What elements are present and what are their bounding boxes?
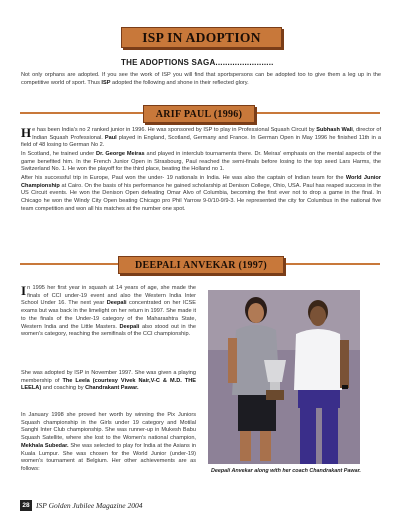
photo-illustration [208,290,360,464]
deepali-paragraph-2: She was adopted by ISP in November 1997. She was given a playing membership of The Leela (courtesy Vivek Nair,V-C & M.D. THE LEELA) and coaching by Chandrakant Pawar. [21,370,196,392]
drop-cap: I [21,283,27,298]
arif-paragraph-3: After his successful trip in Europe, Paul won the under- 19 nationals in India. He was also the captain of Indian team for the World Junior Championship at Cairo. On the basis of his performance he gained scholarship at Denison College, Ohio, USA. Paul has reaped success in the US Circuit events. He won the Denison Open defeating Omar Alvo of Columbia, becoming the first ever not to drop a game in the final. In Chicago he won the Windy City Open beating Chicago pro Phil Yarrow 9-0/10-9/9-3. He represented the city for Columbus in the national five team competition and won all his matches at the number one spot. [21,175,382,212]
page-title: ISP IN ADOPTION [121,27,282,48]
deepali-coach-photo [208,290,360,464]
magazine-name: ISP Golden Jubilee Magazine 2004 [36,501,143,510]
deepali-paragraph-1: In 1995 her first year in squash at 14 years of age, she made the finals of CCI under-19 event and also the Western India Inter School Under 16. The next year Deepali concentrated on her ICSE exams but was back in the limelight on her return in 1997. She made it to the finals of the Under-19 category of the Maharashtra State, Western India and the Little Masters. Deepali also stood out in the women's category, reaching the semifinals of the CCI championship. [21,283,197,338]
arif-paragraph-2: In Scotland, he trained under Dr. George Meiras and played in interclub tournaments there. Dr. Meiras' emphasis on the mental aspects of the game benefited him. In the French Junior Open in Strasbourg, Paul reached the semi-finals before losing to the top seed Lars Harms, the Switzerland No. 1. He won the playoff for the third place, beating the Holland no 1. [21,151,381,173]
section-subtitle: THE ADOPTIONS SAGA........................ [121,58,274,67]
photo-caption: Deepali Anvekar along with her coach Chandrakant Pawar. [211,468,361,474]
arif-paragraph-1: He has been India's no 2 ranked junior in 1996. He was sponsored by ISP to play in Professional Squash Circuit by Subhash Wali, director of Indian Squash Professional. Paul played in England, Scotland, Germany and France. In German Open in May 1996 he finished 11th in a field of 48 losing to German No 2. [21,125,381,149]
deepali-paragraph-3: In January 1998 she proved her worth by winning the Pix Juniors Squash championship in the Girls under 19 category and Motilal Sanghi Inter Club championship. She was runner-up in Mukesh Babu Squash Satellite, where she lost to the Women's national champion, Mekhala Subedar. She was selected to play for India at the Asians in Kuala Lumpur. She was chosen for the World Junior (under-19) women's tournament at Belgium. Her other achievements are as follows: [21,412,196,472]
intro-paragraph: Not only orphans are adopted. If you see the work of ISP you will find that sportspersons can be adopted too to give them a leg up in the competitive world of sport. Thus ISP adopted the following and shone in their reflected glory. [21,72,381,86]
arif-heading: ARIF PAUL (1996) [143,105,255,123]
deepali-heading-bar [20,254,380,274]
arif-heading-bar [20,103,380,123]
deepali-heading: DEEPALI ANVEKAR (1997) [118,256,284,274]
page-number: 28 [20,500,32,511]
drop-cap: H [21,125,32,140]
